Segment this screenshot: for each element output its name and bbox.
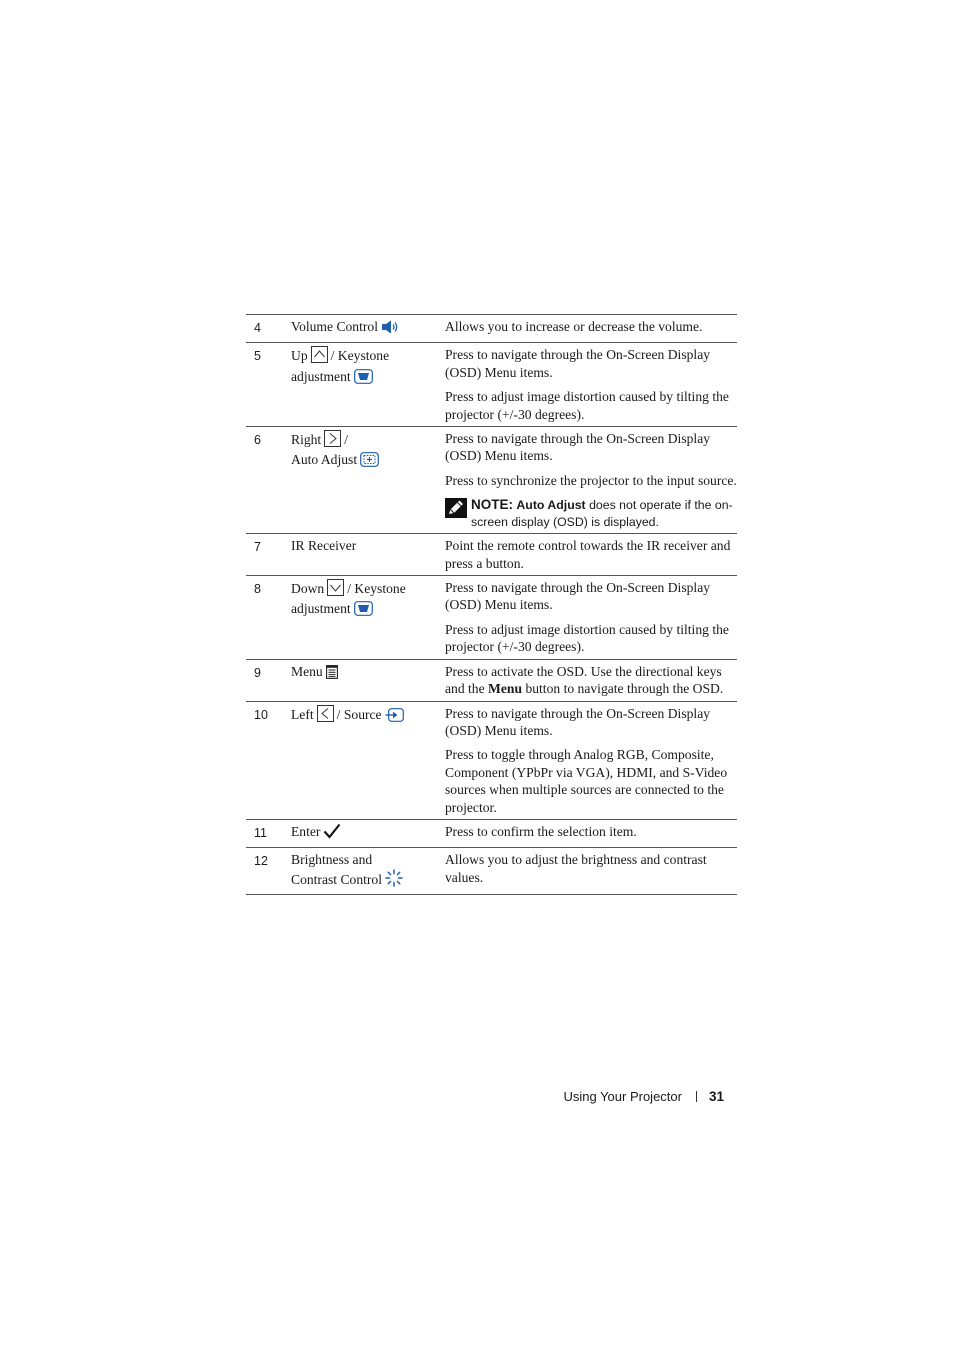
row-number: 7 [246, 534, 290, 576]
function-description: Press to confirm the selection item. [445, 819, 737, 847]
row-number: 6 [246, 427, 290, 534]
function-name: Right / Auto Adjust [290, 427, 445, 534]
check-icon [323, 823, 341, 843]
function-name: IR Receiver [290, 534, 445, 576]
row-number: 12 [246, 848, 290, 895]
keystone-icon [354, 369, 373, 388]
note-pencil-icon [445, 498, 471, 530]
source-icon [385, 708, 404, 726]
right-arrow-icon [324, 430, 341, 451]
table-row [246, 819, 737, 847]
table-row [246, 343, 737, 427]
function-description: Press to navigate through the On-Screen Display (OSD) Menu items. Press to toggle through Analog RGB, Composite, Component (YPbPr via VGA), HDMI, and S-Video sources when multiple sources are connected to the projector. [445, 701, 737, 819]
keystone-icon [354, 601, 373, 620]
row-number: 5 [246, 343, 290, 427]
table-row [246, 701, 737, 819]
volume-icon [381, 320, 400, 338]
page-number: 31 [708, 1089, 724, 1104]
menu-icon [326, 665, 338, 683]
table-row [246, 534, 737, 576]
button-function-table [246, 314, 737, 895]
note-box [445, 497, 737, 530]
brightness-icon [385, 869, 403, 891]
table-row [246, 315, 737, 343]
table-row [246, 427, 737, 534]
function-name: Menu [290, 659, 445, 701]
function-description: Press to activate the OSD. Use the directional keys and the Menu button to navigate through the OSD. [445, 659, 737, 701]
left-arrow-icon [317, 705, 334, 726]
table-row [246, 576, 737, 660]
function-name: Up / Keystone adjustment [290, 343, 445, 427]
footer-section-title: Using Your Projector [563, 1089, 682, 1104]
function-name: Enter [290, 819, 445, 847]
row-number: 4 [246, 315, 290, 343]
page-footer [563, 1089, 724, 1104]
row-number: 9 [246, 659, 290, 701]
down-arrow-icon [327, 579, 344, 600]
function-name: Left / Source [290, 701, 445, 819]
row-number: 8 [246, 576, 290, 660]
function-name: Volume Control [290, 315, 445, 343]
note-text: NOTE: Auto Adjust does not operate if the on-screen display (OSD) is displayed. [471, 497, 733, 529]
table-row [246, 659, 737, 701]
row-number: 10 [246, 701, 290, 819]
function-description: Point the remote control towards the IR receiver and press a button. [445, 534, 737, 576]
up-arrow-icon [311, 346, 328, 367]
function-description: Press to navigate through the On-Screen Display (OSD) Menu items. Press to adjust image distortion caused by tilting the projector (+/-30 degrees). [445, 576, 737, 660]
function-description: Press to navigate through the On-Screen Display (OSD) Menu items. Press to adjust image distortion caused by tilting the projector (+/-30 degrees). [445, 343, 737, 427]
auto-adjust-icon [360, 452, 379, 471]
footer-separator [696, 1091, 697, 1102]
function-name: Down / Keystone adjustment [290, 576, 445, 660]
function-name: Brightness and Contrast Control [290, 848, 445, 895]
function-description: Press to navigate through the On-Screen Display (OSD) Menu items. Press to synchronize the projector to the input source. NOTE: Auto Adjust does not operate if the on-screen display (OSD) is displayed. [445, 427, 737, 534]
row-number: 11 [246, 819, 290, 847]
function-description: Allows you to adjust the brightness and contrast values. [445, 848, 737, 895]
table-row [246, 848, 737, 895]
function-description: Allows you to increase or decrease the volume. [445, 315, 737, 343]
